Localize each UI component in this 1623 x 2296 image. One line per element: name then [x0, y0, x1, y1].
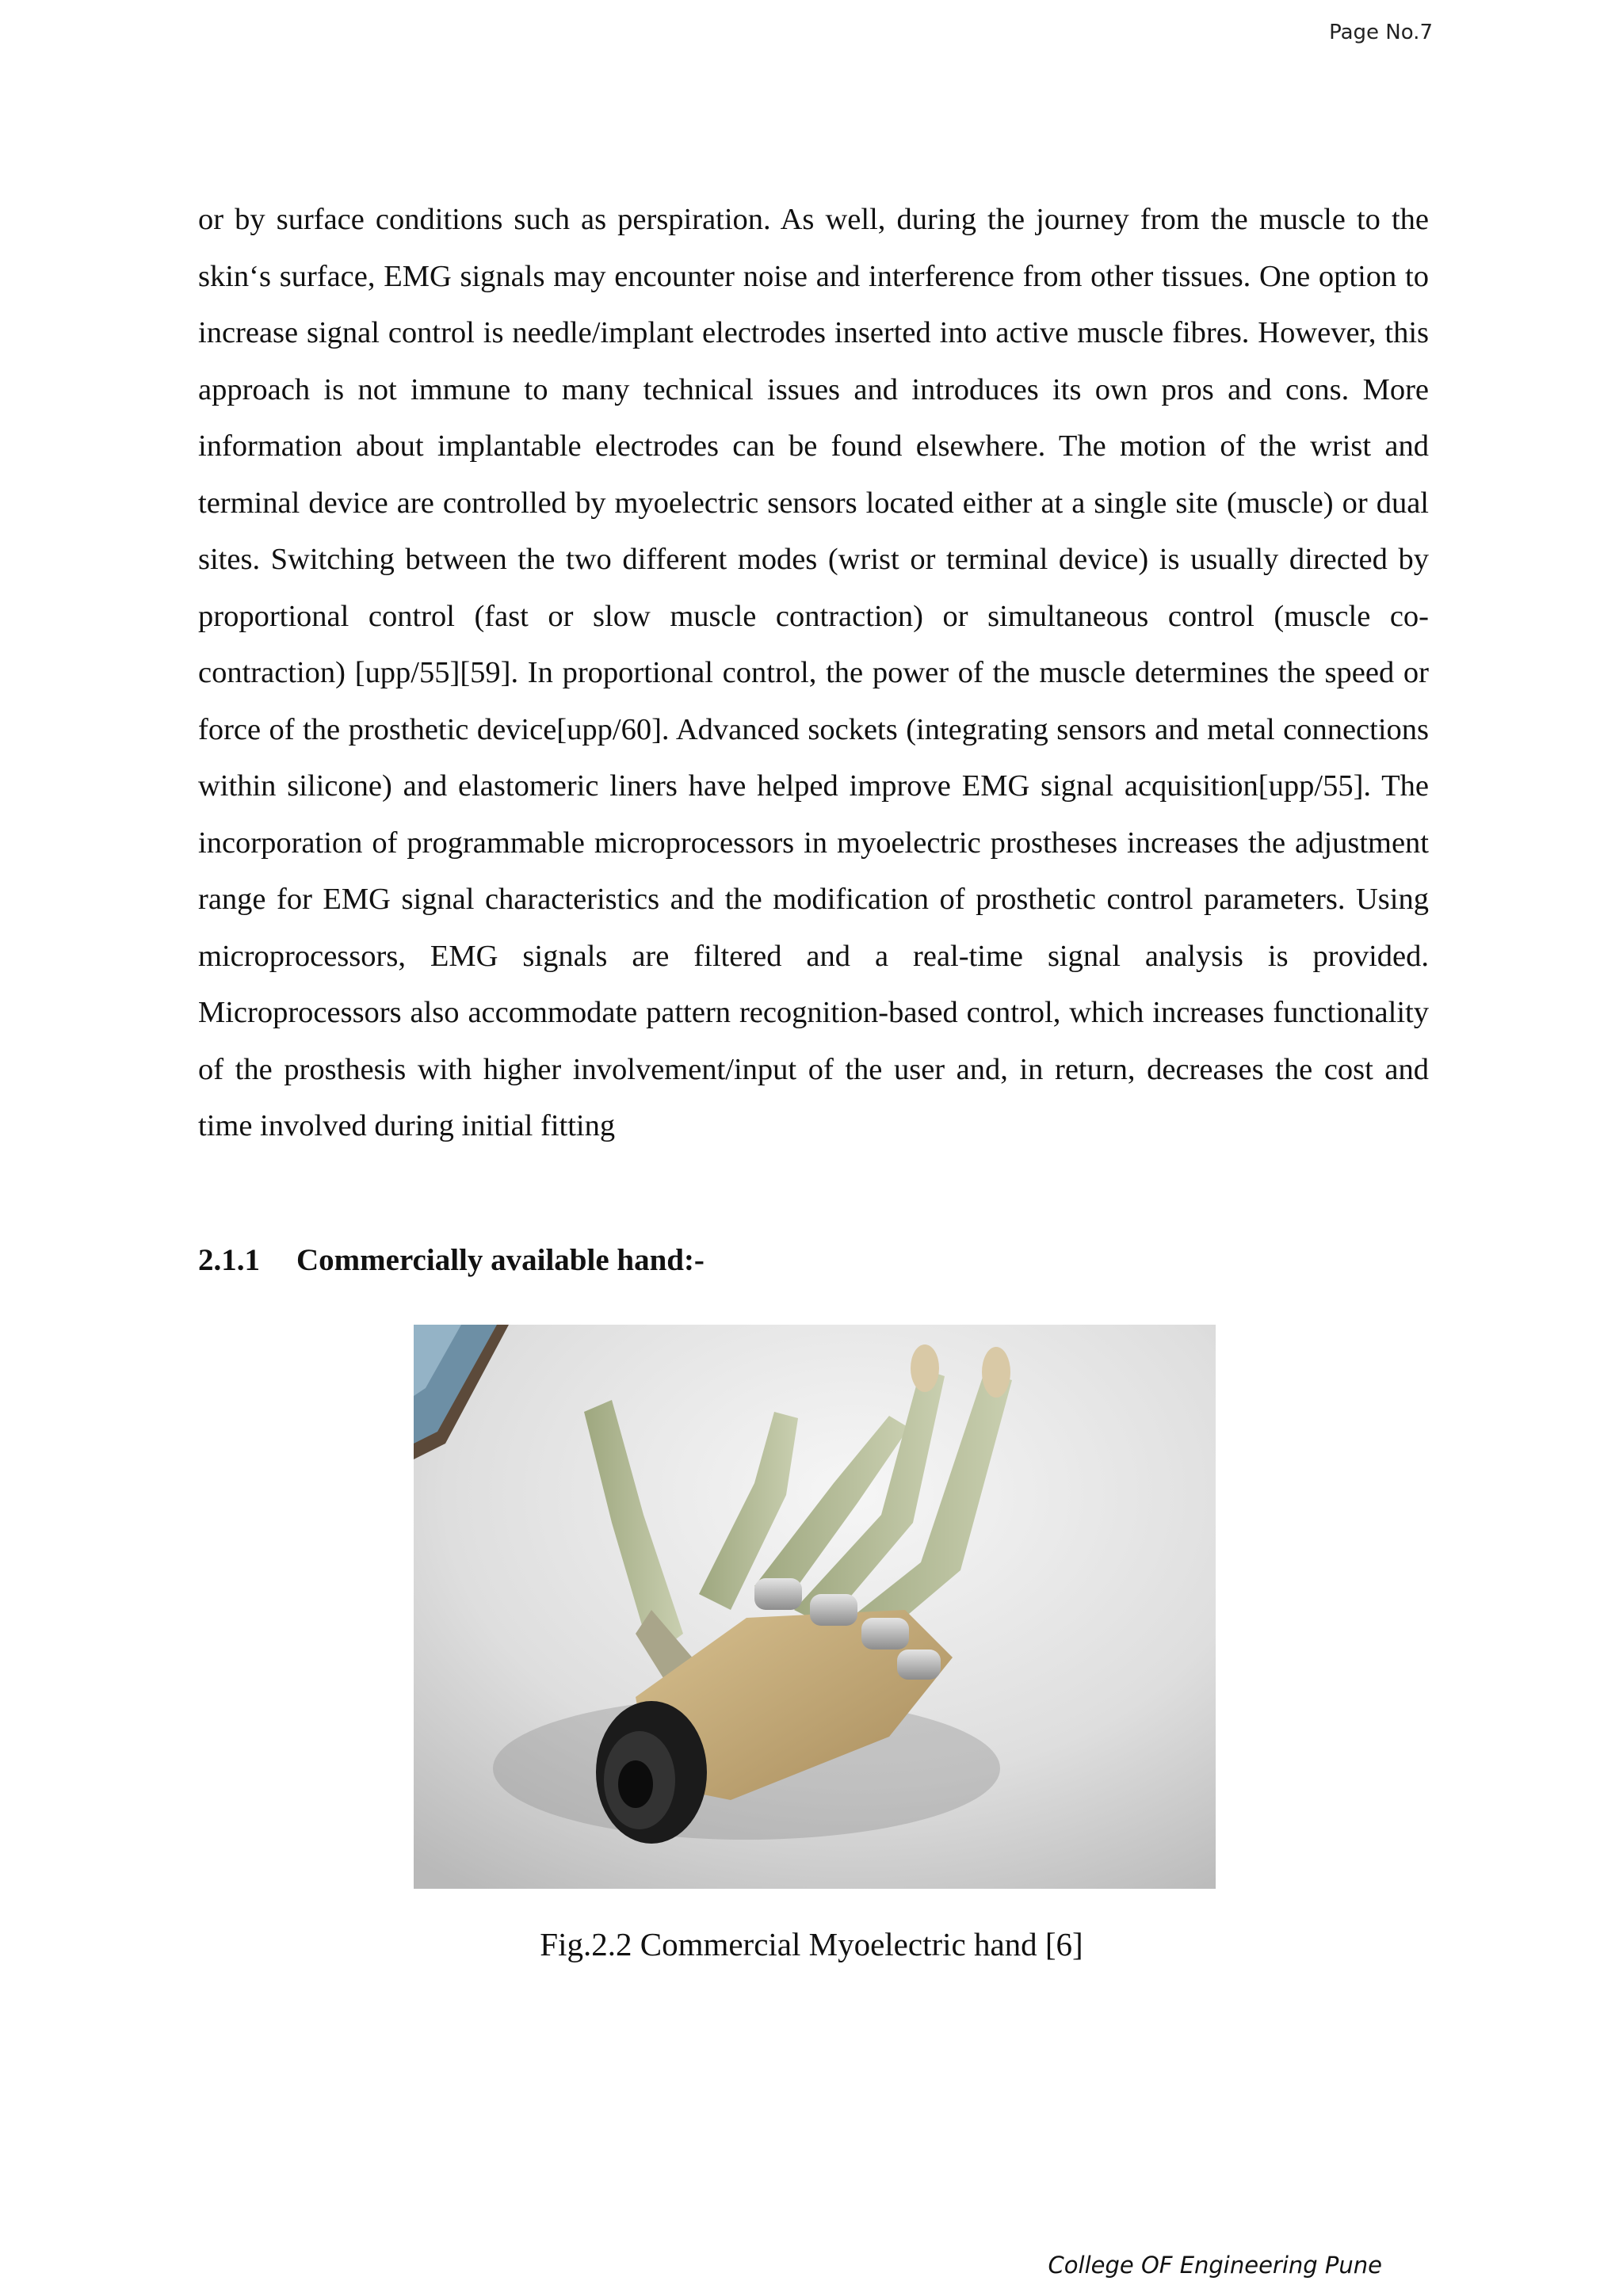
page-number: Page No.7 [1329, 21, 1433, 44]
footer-institution: College OF Engineering Pune [1048, 2252, 1382, 2279]
section-heading [198, 1242, 705, 1278]
section-number: 2.1.1 [198, 1243, 260, 1277]
figure-caption: Fig.2.2 Commercial Myoelectric hand [6] [540, 1926, 1083, 1962]
section-title: Commercially available hand:- [296, 1243, 705, 1277]
prosthetic-hand-photo [414, 1325, 1216, 1889]
body-paragraph: or by surface conditions such as perspiration. As well, during the journey from the muscle to the skin‘s surface, EMG signals may encounter noise and interference from other tissues. One option to increase signal control is needle/implant electrodes inserted into active muscle fibres. However, this approach is not immune to many technical issues and introduces its own pros and cons. More information about implantable electrodes can be found elsewhere. The motion of the wrist and terminal device are controlled by myoelectric sensors located either at a single site (muscle) or dual sites. Switching between the two different modes (wrist or terminal device) is usually directed by proportional control (fast or slow muscle contraction) or simultaneous control (muscle co-contraction) [upp/55][59]. In proportional control, the power of the muscle determines the speed or force of the prosthetic device[upp/60]. Advanced sockets (integrating sensors and metal connections within silicone) and elastomeric liners have helped improve EMG signal acquisition[upp/55]. The incorporation of programmable microprocessors in myoelectric prostheses increases the adjustment range for EMG signal characteristics and the modification of prosthetic control parameters. Using microprocessors, EMG signals are filtered and a real-time signal analysis is provided. Microprocessors also accommodate pattern recognition-based control, which increases functionality of the prosthesis with higher involvement/input of the user and, in return, decreases the cost and time involved during initial fitting [198, 203, 1429, 1142]
